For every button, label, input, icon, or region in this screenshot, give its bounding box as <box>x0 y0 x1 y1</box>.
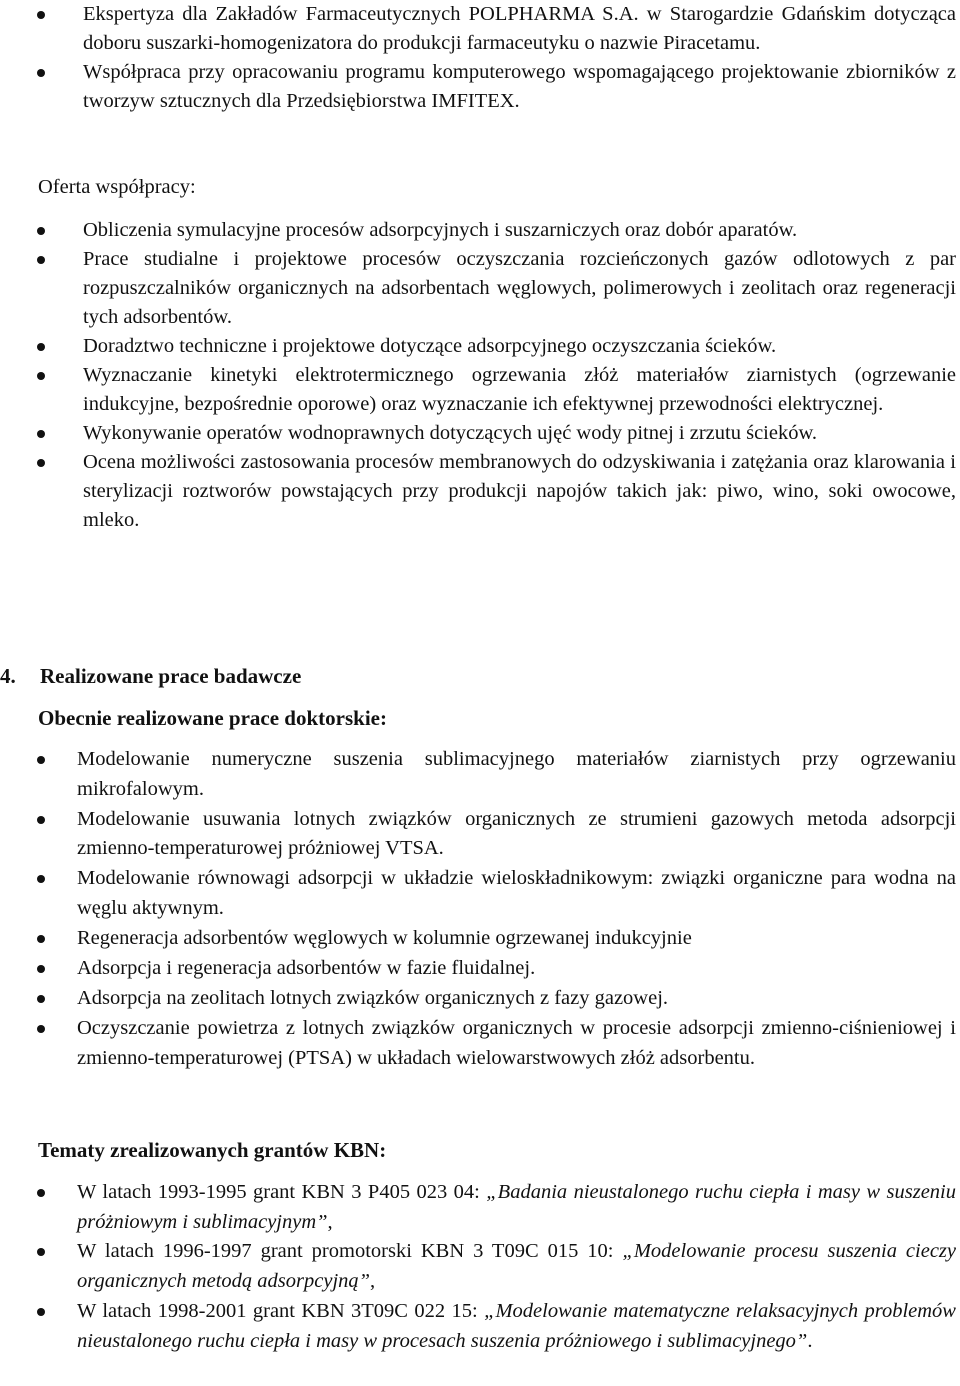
list-item: Adsorpcja na zeolitach lotnych związków organicznych z fazy gazowej. <box>77 984 956 1014</box>
grant-title: „Modelowanie matematyczne relaksacyjnych problemów nieustalonego ruchu ciepła i masy w procesach suszenia próżniowego i sublimacyjnego” <box>77 1299 956 1352</box>
grant-suffix: , <box>327 1210 333 1233</box>
section-heading <box>0 662 301 691</box>
grant-prefix: W latach 1993-1995 grant KBN 3 P405 023 04: <box>77 1181 487 1203</box>
grant-suffix: . <box>807 1329 813 1352</box>
list-item: Modelowanie usuwania lotnych związków organicznych ze strumieni gazowych metoda adsorpcji zmienno-temperaturowej próżniowej VTSA. <box>77 805 956 864</box>
list-item: Modelowanie równowagi adsorpcji w układzie wieloskładnikowym: związki organiczne para wodna na węglu aktywnym. <box>77 864 956 923</box>
offer-heading: Oferta współpracy: <box>38 176 196 198</box>
list-item: Ocena możliwości zastosowania procesów membranowych do odzyskiwania i zatężania oraz klarowania i sterylizacji roztworów powstających przy produkcji napojów takich jak: piwo, wino, soki owocowe, mleko. <box>83 448 956 535</box>
section-number: 4. <box>0 664 16 688</box>
list-item: Oczyszczanie powietrza z lotnych związków organicznych w procesie adsorpcji zmienno-ciśnieniowej i zmienno-temperaturowej (PTSA) w układach wielowarstwowych złóż adsorbentu. <box>77 1014 956 1073</box>
grant-prefix: W latach 1998-2001 grant KBN 3T09C 022 15: <box>77 1299 485 1322</box>
grant-item <box>77 1178 956 1237</box>
grants-heading: Tematy zrealizowanych grantów KBN: <box>38 1138 387 1162</box>
doctoral-heading: Obecnie realizowane prace doktorskie: <box>38 706 387 730</box>
offer-list <box>83 216 956 535</box>
list-item: Prace studialne i projektowe procesów oczyszczania rozcieńczonych gazów odlotowych z par rozpuszczalników organicznych na adsorbentach węglowych, polimerowych i zeolitach oraz regeneracji tych adsorbentów. <box>83 245 956 332</box>
grant-item <box>77 1237 956 1296</box>
list-item: Wyznaczanie kinetyki elektrotermicznego ogrzewania złóż materiałów ziarnistych (ogrzewanie indukcyjne, bezpośrednie oporowe) oraz wyznaczanie ich efektywnej przewodności elektrycznej. <box>83 361 956 419</box>
list-item: Modelowanie numeryczne suszenia sublimacyjnego materiałów ziarnistych przy ogrzewaniu mikrofalowym. <box>77 745 956 804</box>
list-item: Adsorpcja i regeneracja adsorbentów w fazie fluidalnej. <box>77 954 956 984</box>
grant-item <box>77 1297 956 1356</box>
grant-title: „Modelowanie procesu suszenia cieczy organicznych metodą adsorpcyjną” <box>77 1240 956 1293</box>
list-item: Współpraca przy opracowaniu programu komputerowego wspomagającego projektowanie zbiorników z tworzyw sztucznych dla Przedsiębiorstwa IMFITEX. <box>83 58 956 116</box>
list-item: Obliczenia symulacyjne procesów adsorpcyjnych i suszarniczych oraz dobór aparatów. <box>83 216 956 245</box>
experience-list <box>83 0 956 116</box>
grant-prefix: W latach 1996-1997 grant promotorski KBN 3 T09C 015 10: <box>77 1240 623 1263</box>
list-item: Regeneracja adsorbentów węglowych w kolumnie ogrzewanej indukcyjnie <box>77 924 956 954</box>
grant-title: „Badania nieustalonego ruchu ciepła i masy w suszeniu próżniowym i sublimacyjnym” <box>77 1181 956 1233</box>
grant-suffix: , <box>370 1270 376 1293</box>
doctoral-list <box>77 745 956 1074</box>
list-item: Wykonywanie operatów wodnoprawnych dotyczących ujęć wody pitnej i zrzutu ścieków. <box>83 419 956 448</box>
list-item: Doradztwo techniczne i projektowe dotyczące adsorpcyjnego oczyszczania ścieków. <box>83 332 956 361</box>
grants-list <box>77 1178 956 1356</box>
section-title: Realizowane prace badawcze <box>40 664 302 688</box>
list-item: Ekspertyza dla Zakładów Farmaceutycznych POLPHARMA S.A. w Starogardzie Gdańskim dotycząca doboru suszarki-homogenizatora do produkcji farmaceutyku o nazwie Piracetamu. <box>83 0 956 58</box>
